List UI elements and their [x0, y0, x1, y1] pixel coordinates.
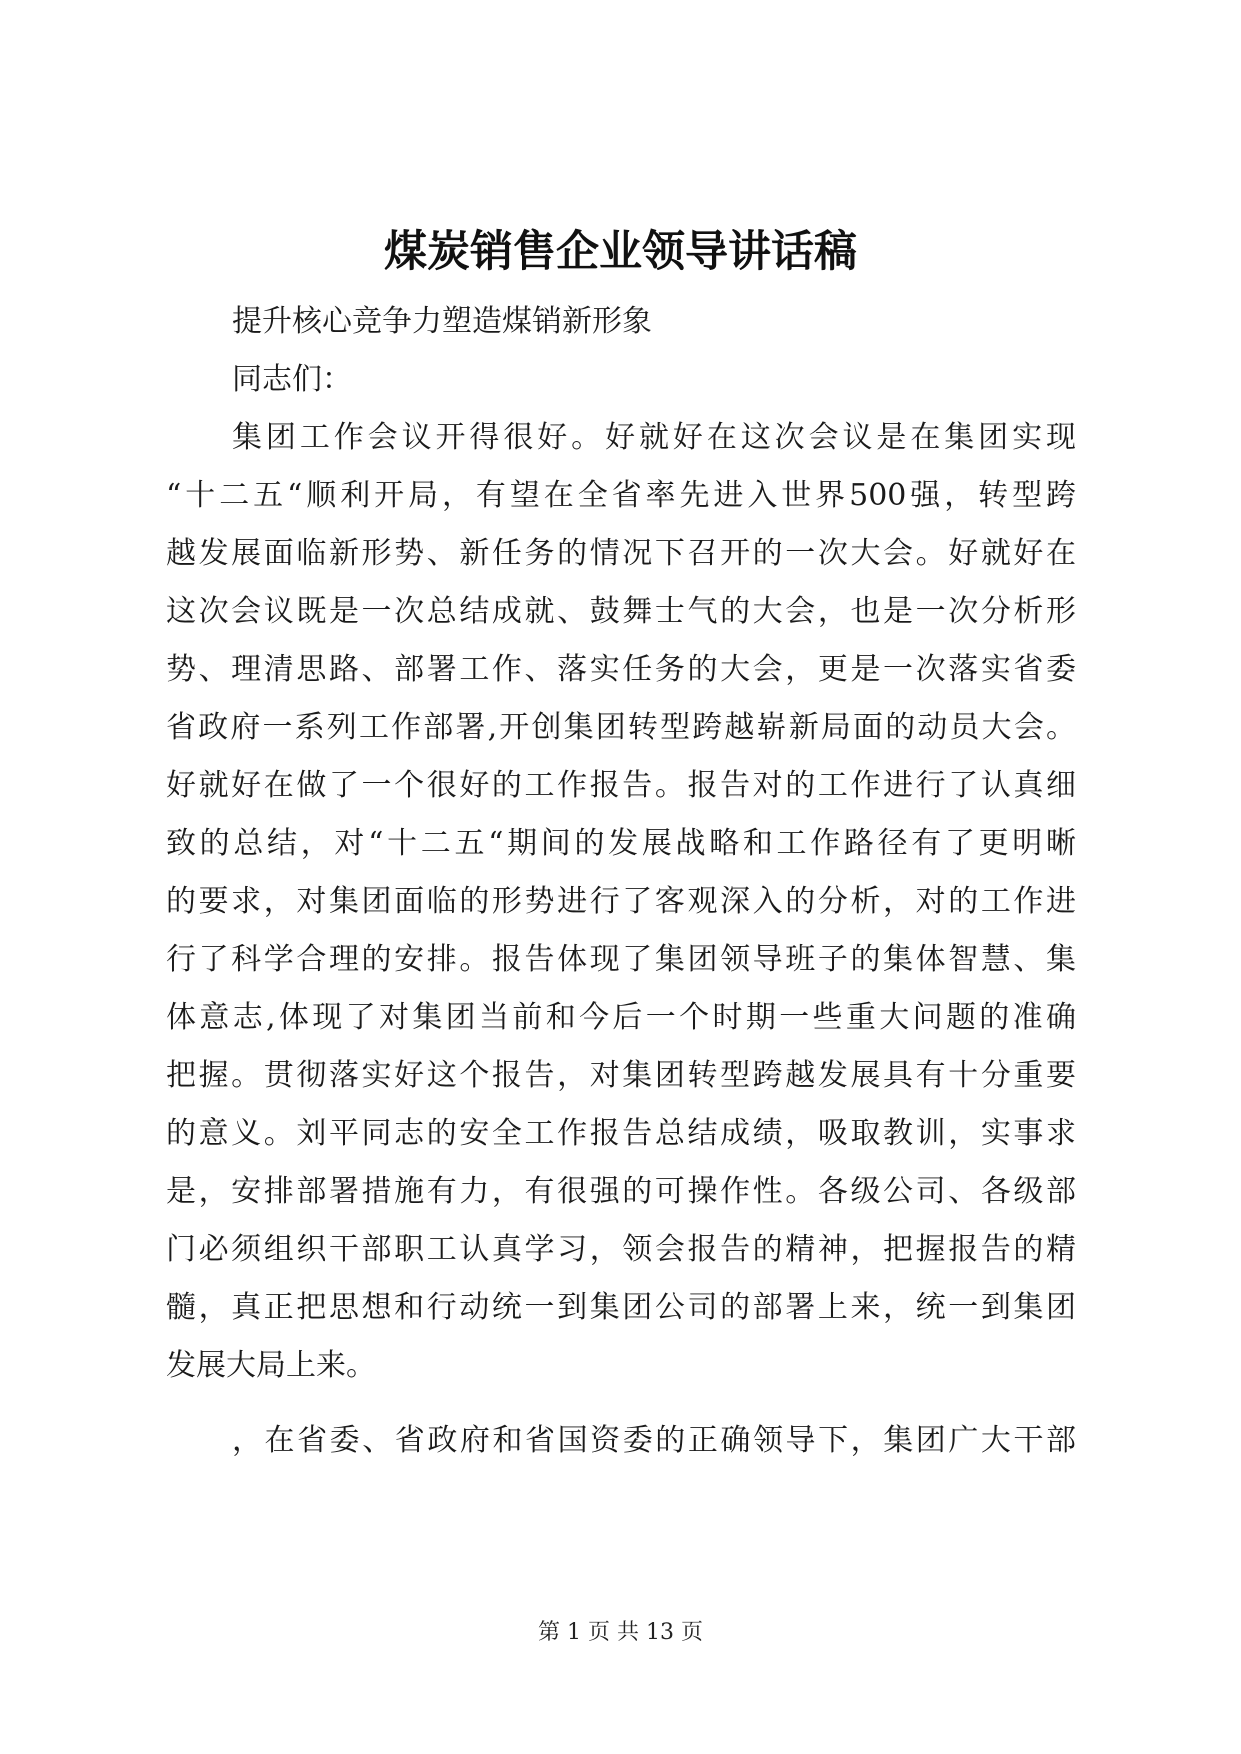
paragraph-line: “十二五“顺利开局，有望在全省率先进入世界500强，转型跨 — [166, 478, 1076, 513]
paragraph-line: 的要求，对集团面临的形势进行了客观深入的分析，对的工作进 — [166, 884, 1076, 919]
paragraph-line: 门必须组织干部职工认真学习，领会报告的精神，把握报告的精 — [166, 1232, 1076, 1267]
paragraph-line: 致的总结，对“十二五“期间的发展战略和工作路径有了更明晰 — [166, 826, 1076, 861]
paragraph-line: 势、理清思路、部署工作、落实任务的大会，更是一次落实省委 — [166, 652, 1076, 687]
paragraph-line: 是，安排部署措施有力，有很强的可操作性。各级公司、各级部 — [166, 1174, 1076, 1209]
paragraph-line: ，在省委、省政府和省国资委的正确领导下，集团广大干部 — [232, 1423, 1076, 1458]
paragraph-line: 行了科学合理的安排。报告体现了集团领导班子的集体智慧、集 — [166, 942, 1076, 977]
paragraph-line: 体意志,体现了对集团当前和今后一个时期一些重大问题的准确 — [166, 1000, 1076, 1035]
paragraph-line: 越发展面临新形势、新任务的情况下召开的一次大会。好就好在 — [166, 536, 1076, 571]
document-title: 煤炭销售企业领导讲话稿 — [384, 227, 857, 277]
salutation: 同志们： — [232, 362, 352, 397]
paragraph-line: 的意义。刘平同志的安全工作报告总结成绩，吸取教训，实事求 — [166, 1116, 1076, 1151]
paragraph-line: 把握。贯彻落实好这个报告，对集团转型跨越发展具有十分重要 — [166, 1058, 1076, 1093]
paragraph-line: 这次会议既是一次总结成就、鼓舞士气的大会，也是一次分析形 — [166, 594, 1076, 629]
paragraph-line: 省政府一系列工作部署,开创集团转型跨越崭新局面的动员大会。 — [166, 710, 1076, 745]
paragraph-line: 髓，真正把思想和行动统一到集团公司的部署上来，统一到集团 — [166, 1290, 1076, 1325]
paragraph-line: 发展大局上来。 — [166, 1348, 376, 1383]
paragraph-line: 集团工作会议开得很好。好就好在这次会议是在集团实现 — [232, 420, 1076, 455]
page-number-footer: 第 1 页 共 13 页 — [538, 1620, 703, 1645]
paragraph-line: 好就好在做了一个很好的工作报告。报告对的工作进行了认真细 — [166, 768, 1076, 803]
document-subtitle: 提升核心竞争力塑造煤销新形象 — [232, 304, 652, 339]
